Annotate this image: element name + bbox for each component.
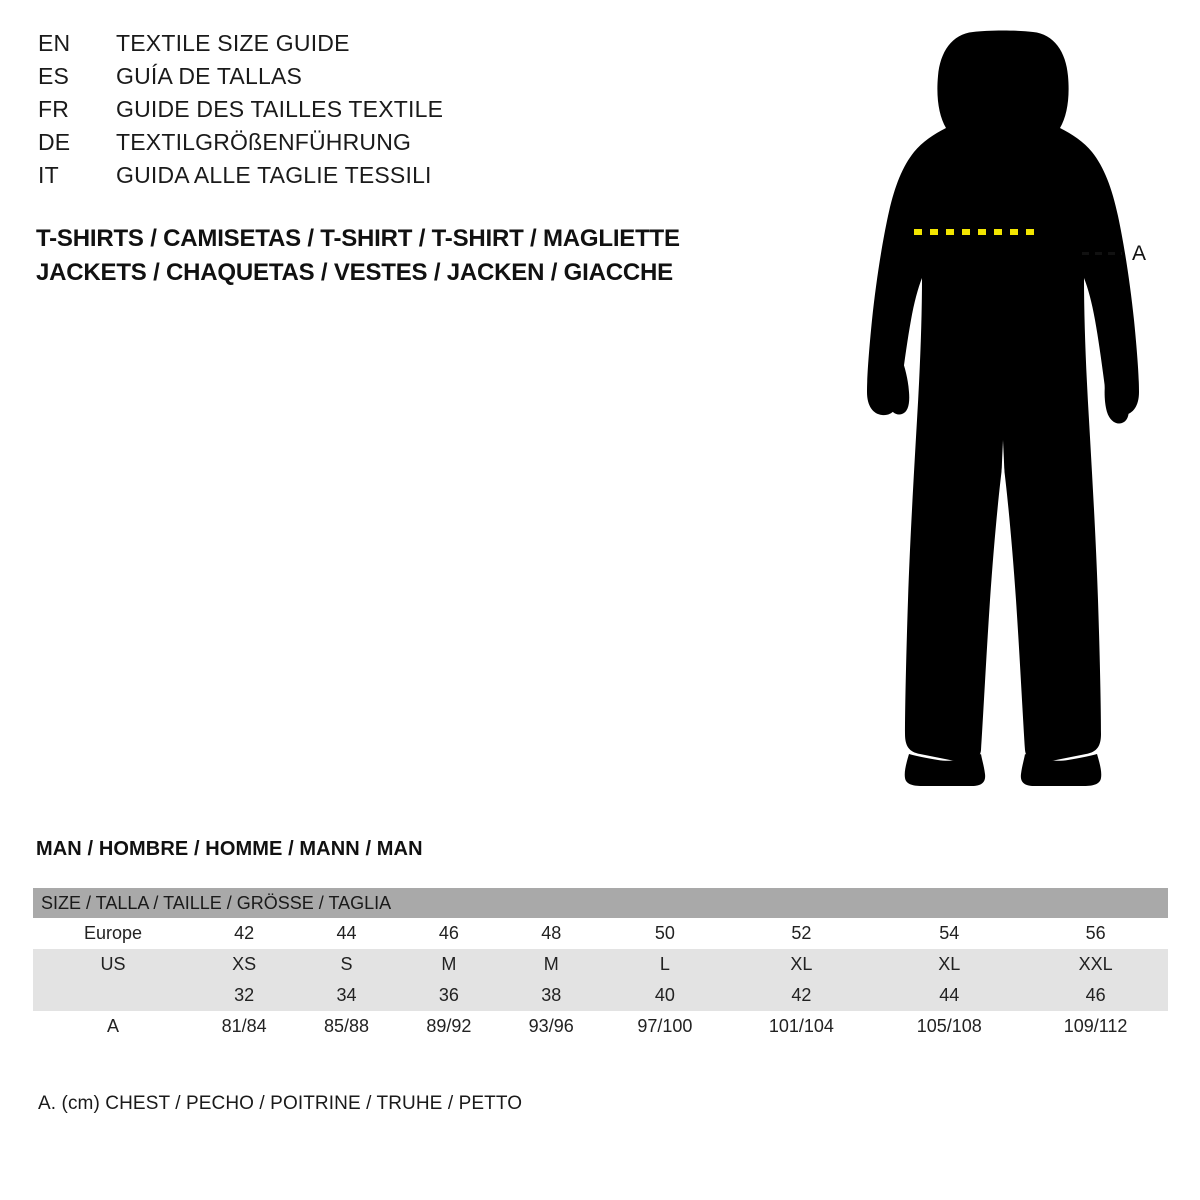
table-cell: M xyxy=(398,949,500,980)
table-row xyxy=(33,980,1168,1011)
table-row xyxy=(33,1011,1168,1042)
section-title-man: MAN / HOMBRE / HOMME / MANN / MAN xyxy=(36,838,423,860)
language-code: EN xyxy=(38,30,71,56)
table-header-row xyxy=(33,888,1168,918)
language-row-fr xyxy=(38,96,738,129)
table-row xyxy=(33,918,1168,949)
table-cell: 50 xyxy=(602,918,727,949)
table-cell: 40 xyxy=(602,980,727,1011)
table-cell: 85/88 xyxy=(295,1011,397,1042)
language-text: TEXTILGRÖßENFÜHRUNG xyxy=(116,129,412,155)
table-cell: XL xyxy=(875,949,1023,980)
size-table xyxy=(33,888,1168,1042)
table-cell: 44 xyxy=(875,980,1023,1011)
language-code: ES xyxy=(38,63,70,89)
row-label: US xyxy=(33,949,193,980)
table-cell: XXL xyxy=(1023,949,1168,980)
table-cell: 52 xyxy=(727,918,875,949)
table-cell: 56 xyxy=(1023,918,1168,949)
body-figure xyxy=(810,20,1190,800)
row-label: A xyxy=(33,1011,193,1042)
category-tshirts: T-SHIRTS / CAMISETAS / T-SHIRT / T-SHIRT / MAGLIETTE xyxy=(36,225,680,252)
table-cell: S xyxy=(295,949,397,980)
table-cell: 97/100 xyxy=(602,1011,727,1042)
table-cell: 54 xyxy=(875,918,1023,949)
table-cell: 42 xyxy=(193,918,295,949)
table-cell: 38 xyxy=(500,980,602,1011)
language-code: FR xyxy=(38,96,70,122)
row-label: Europe xyxy=(33,918,193,949)
measure-leader-line xyxy=(1082,252,1122,255)
male-silhouette-icon xyxy=(810,20,1190,800)
table-cell: 46 xyxy=(398,918,500,949)
measure-label-a: A xyxy=(1132,242,1147,265)
footnote-chest: A. (cm) CHEST / PECHO / POITRINE / TRUHE / PETTO xyxy=(38,1093,523,1114)
table-cell: 81/84 xyxy=(193,1011,295,1042)
table-cell: 44 xyxy=(295,918,397,949)
table-cell: 109/112 xyxy=(1023,1011,1168,1042)
table-header-label: SIZE / TALLA / TAILLE / GRÖSSE / TAGLIA xyxy=(33,888,1168,918)
table-cell: M xyxy=(500,949,602,980)
table-cell: 93/96 xyxy=(500,1011,602,1042)
table-cell: XS xyxy=(193,949,295,980)
table-cell: 36 xyxy=(398,980,500,1011)
table-cell: 101/104 xyxy=(727,1011,875,1042)
table-cell: 42 xyxy=(727,980,875,1011)
language-row-en xyxy=(38,30,738,63)
garment-category-list xyxy=(36,222,796,290)
table-row xyxy=(33,949,1168,980)
table-cell: L xyxy=(602,949,727,980)
table-cell: 46 xyxy=(1023,980,1168,1011)
table-cell: 34 xyxy=(295,980,397,1011)
table-cell: XL xyxy=(727,949,875,980)
language-row-de xyxy=(38,129,738,162)
language-text: TEXTILE SIZE GUIDE xyxy=(116,30,350,56)
table-cell: 89/92 xyxy=(398,1011,500,1042)
category-jackets: JACKETS / CHAQUETAS / VESTES / JACKEN / GIACCHE xyxy=(36,259,673,286)
language-text: GUIDE DES TAILLES TEXTILE xyxy=(116,96,444,122)
language-list xyxy=(38,30,738,195)
language-code: IT xyxy=(38,162,59,188)
language-row-it xyxy=(38,162,738,195)
language-code: DE xyxy=(38,129,71,155)
language-text: GUÍA DE TALLAS xyxy=(116,63,303,89)
table-cell: 105/108 xyxy=(875,1011,1023,1042)
language-text: GUIDA ALLE TAGLIE TESSILI xyxy=(116,162,432,188)
table-cell: 32 xyxy=(193,980,295,1011)
table-cell: 48 xyxy=(500,918,602,949)
language-row-es xyxy=(38,63,738,96)
row-label xyxy=(33,980,193,1011)
